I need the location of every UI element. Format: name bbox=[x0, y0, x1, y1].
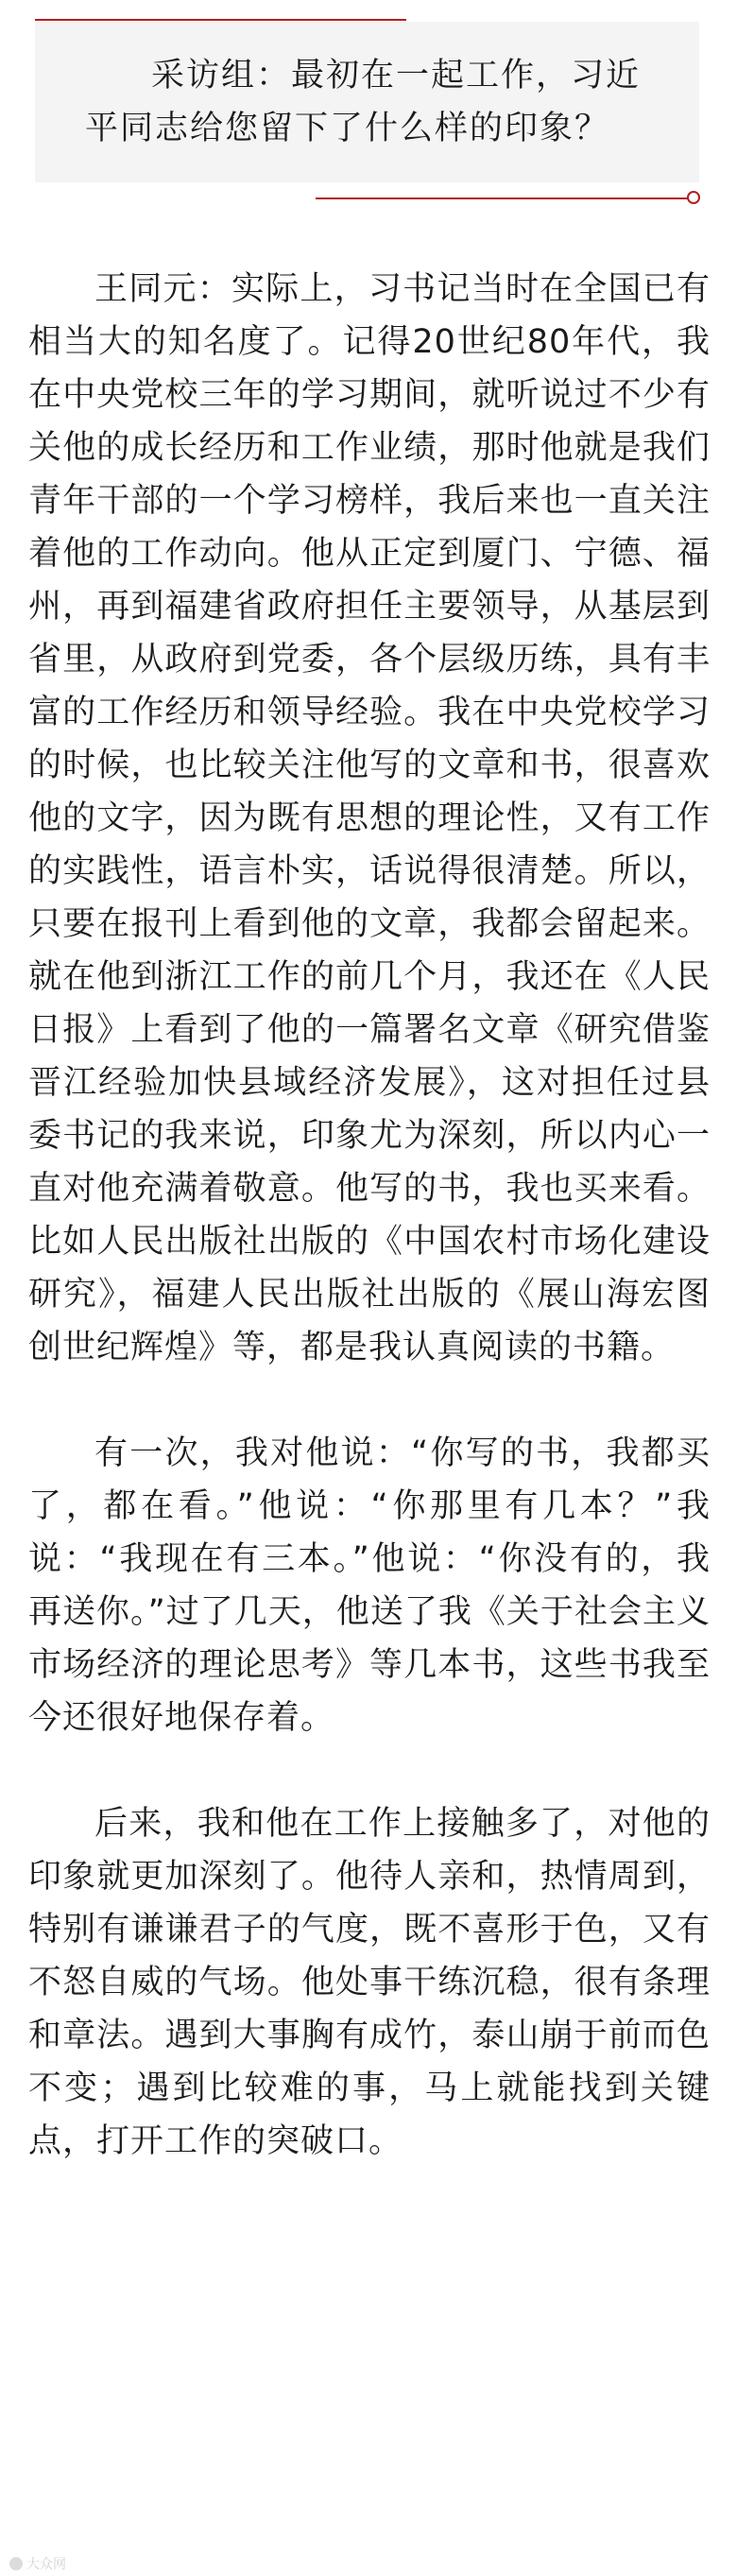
answer-paragraph-3: 后来，我和他在工作上接触多了，对他的印象就更加深刻了。他待人亲和，热情周到，特别有谦谦君子的气度，既不喜形于色，又有不怒自威的气场。他处事干练沉稳，很有条理和章法。遇到大事胸有成竹，泰山崩于前而色不变；遇到比较难的事，马上就能找到关键点，打开工作的突破口。 bbox=[28, 1805, 711, 2160]
watermark bbox=[9, 2554, 66, 2573]
watermark-text: 大众网 bbox=[26, 2557, 66, 2572]
answer-paragraph-2: 有一次，我对他说：“你写的书，我都买了，都在看。”他说：“你那里有几本？”我说：“我现在有三本。”他说：“你没有的，我再送你。”过了几天，他送了我《关于社会主义市场经济的理论思考》等几本书，这些书我至今还很好地保存着。 bbox=[28, 1434, 711, 1737]
bottom-divider bbox=[316, 197, 689, 199]
divider-end-circle-icon bbox=[687, 191, 700, 204]
top-divider bbox=[35, 19, 406, 21]
answer-paragraph-1: 王同元：实际上，习书记当时在全国已有相当大的知名度了。记得20世纪80年代，我在中央党校三年的学习期间，就听说过不少有关他的成长经历和工作业绩，那时他就是我们青年干部的一个学习榜样，我后来也一直关注着他的工作动向。他从正定到厦门、宁德、福州，再到福建省政府担任主要领导，从基层到省里，从政府到党委，各个层级历练，具有丰富的工作经历和领导经验。我在中央党校学习的时候，也比较关注他写的文章和书，很喜欢他的文字，因为既有思想的理论性，又有工作的实践性，语言朴实，话说得很清楚。所以，只要在报刊上看到他的文章，我都会留起来。就在他到浙江工作的前几个月，我还在《人民日报》上看到了他的一篇署名文章《研究借鉴晋江经验加快县域经济发展》，这对担任过县委书记的我来说，印象尤为深刻，所以内心一直对他充满着敬意。他写的书，我也买来看。比如人民出版社出版的《中国农村市场化建设研究》，福建人民出版社出版的《展山海宏图创世纪辉煌》等，都是我认真阅读的书籍。 bbox=[28, 270, 711, 1366]
interview-question: 采访组：最初在一起工作，习近平同志给您留下了什么样的印象？ bbox=[85, 57, 642, 147]
watermark-logo-icon bbox=[9, 2557, 23, 2570]
article-body bbox=[28, 263, 711, 2168]
